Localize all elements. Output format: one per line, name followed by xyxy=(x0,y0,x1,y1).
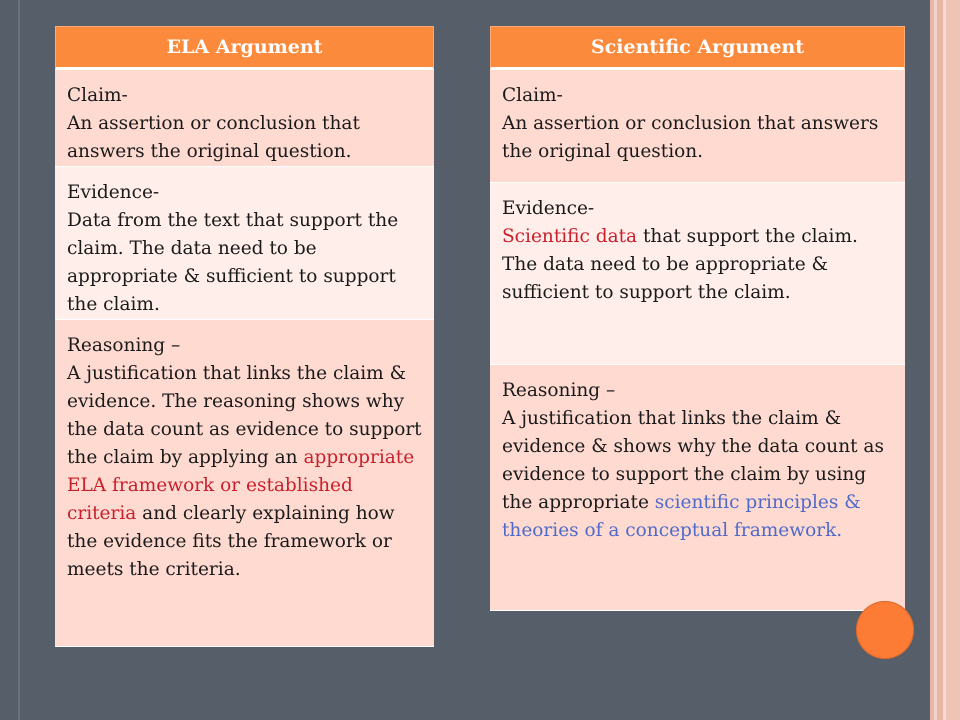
ela-evidence-cell xyxy=(55,167,434,320)
scientific-evidence-title: Evidence- xyxy=(502,198,595,219)
scientific-evidence-highlight: Scientific data xyxy=(502,226,638,247)
ela-header: ELA Argument xyxy=(55,26,434,70)
scientific-argument-table xyxy=(490,26,905,611)
scientific-claim-cell xyxy=(490,70,905,183)
scientific-reasoning-title: Reasoning – xyxy=(502,380,616,401)
scientific-evidence-text: that support the claim. The data need to be appropriate & sufficient to support the claim. xyxy=(502,226,858,303)
ela-claim-text: An assertion or conclusion that answers the original question. xyxy=(67,113,360,162)
ela-evidence-text: Data from the text that support the claim. The data need to be appropriate & sufficient to support the claim. xyxy=(67,210,399,315)
scientific-reasoning-highlight: scientific principles & theories of a conceptual framework. xyxy=(502,492,861,541)
scientific-reasoning-text: A justification that links the claim & evidence & shows why the data count as evidence to support the claim by using the appropriate xyxy=(502,408,884,513)
ela-argument-table xyxy=(55,26,434,647)
ela-evidence-title: Evidence- xyxy=(67,182,160,203)
orange-circle-decoration xyxy=(856,601,914,659)
ela-reasoning-text-end: and clearly explaining how the evidence fits the framework or meets the criteria. xyxy=(67,503,395,580)
ela-reasoning-text: A justification that links the claim & evidence. The reasoning shows why the data count as evidence to support the claim by applying an xyxy=(67,363,422,468)
right-decorative-stripes xyxy=(930,0,960,720)
scientific-claim-title: Claim- xyxy=(502,85,563,106)
scientific-evidence-cell xyxy=(490,183,905,365)
scientific-claim-text: An assertion or conclusion that answers the original question. xyxy=(502,113,879,162)
ela-reasoning-cell xyxy=(55,320,434,647)
left-border-line xyxy=(18,0,20,720)
scientific-reasoning-cell xyxy=(490,365,905,611)
scientific-header: Scientific Argument xyxy=(490,26,905,70)
ela-claim-title: Claim- xyxy=(67,85,128,106)
ela-claim-cell xyxy=(55,70,434,167)
ela-reasoning-title: Reasoning – xyxy=(67,335,181,356)
ela-reasoning-highlight: appropriate ELA framework or established criteria xyxy=(67,447,415,524)
